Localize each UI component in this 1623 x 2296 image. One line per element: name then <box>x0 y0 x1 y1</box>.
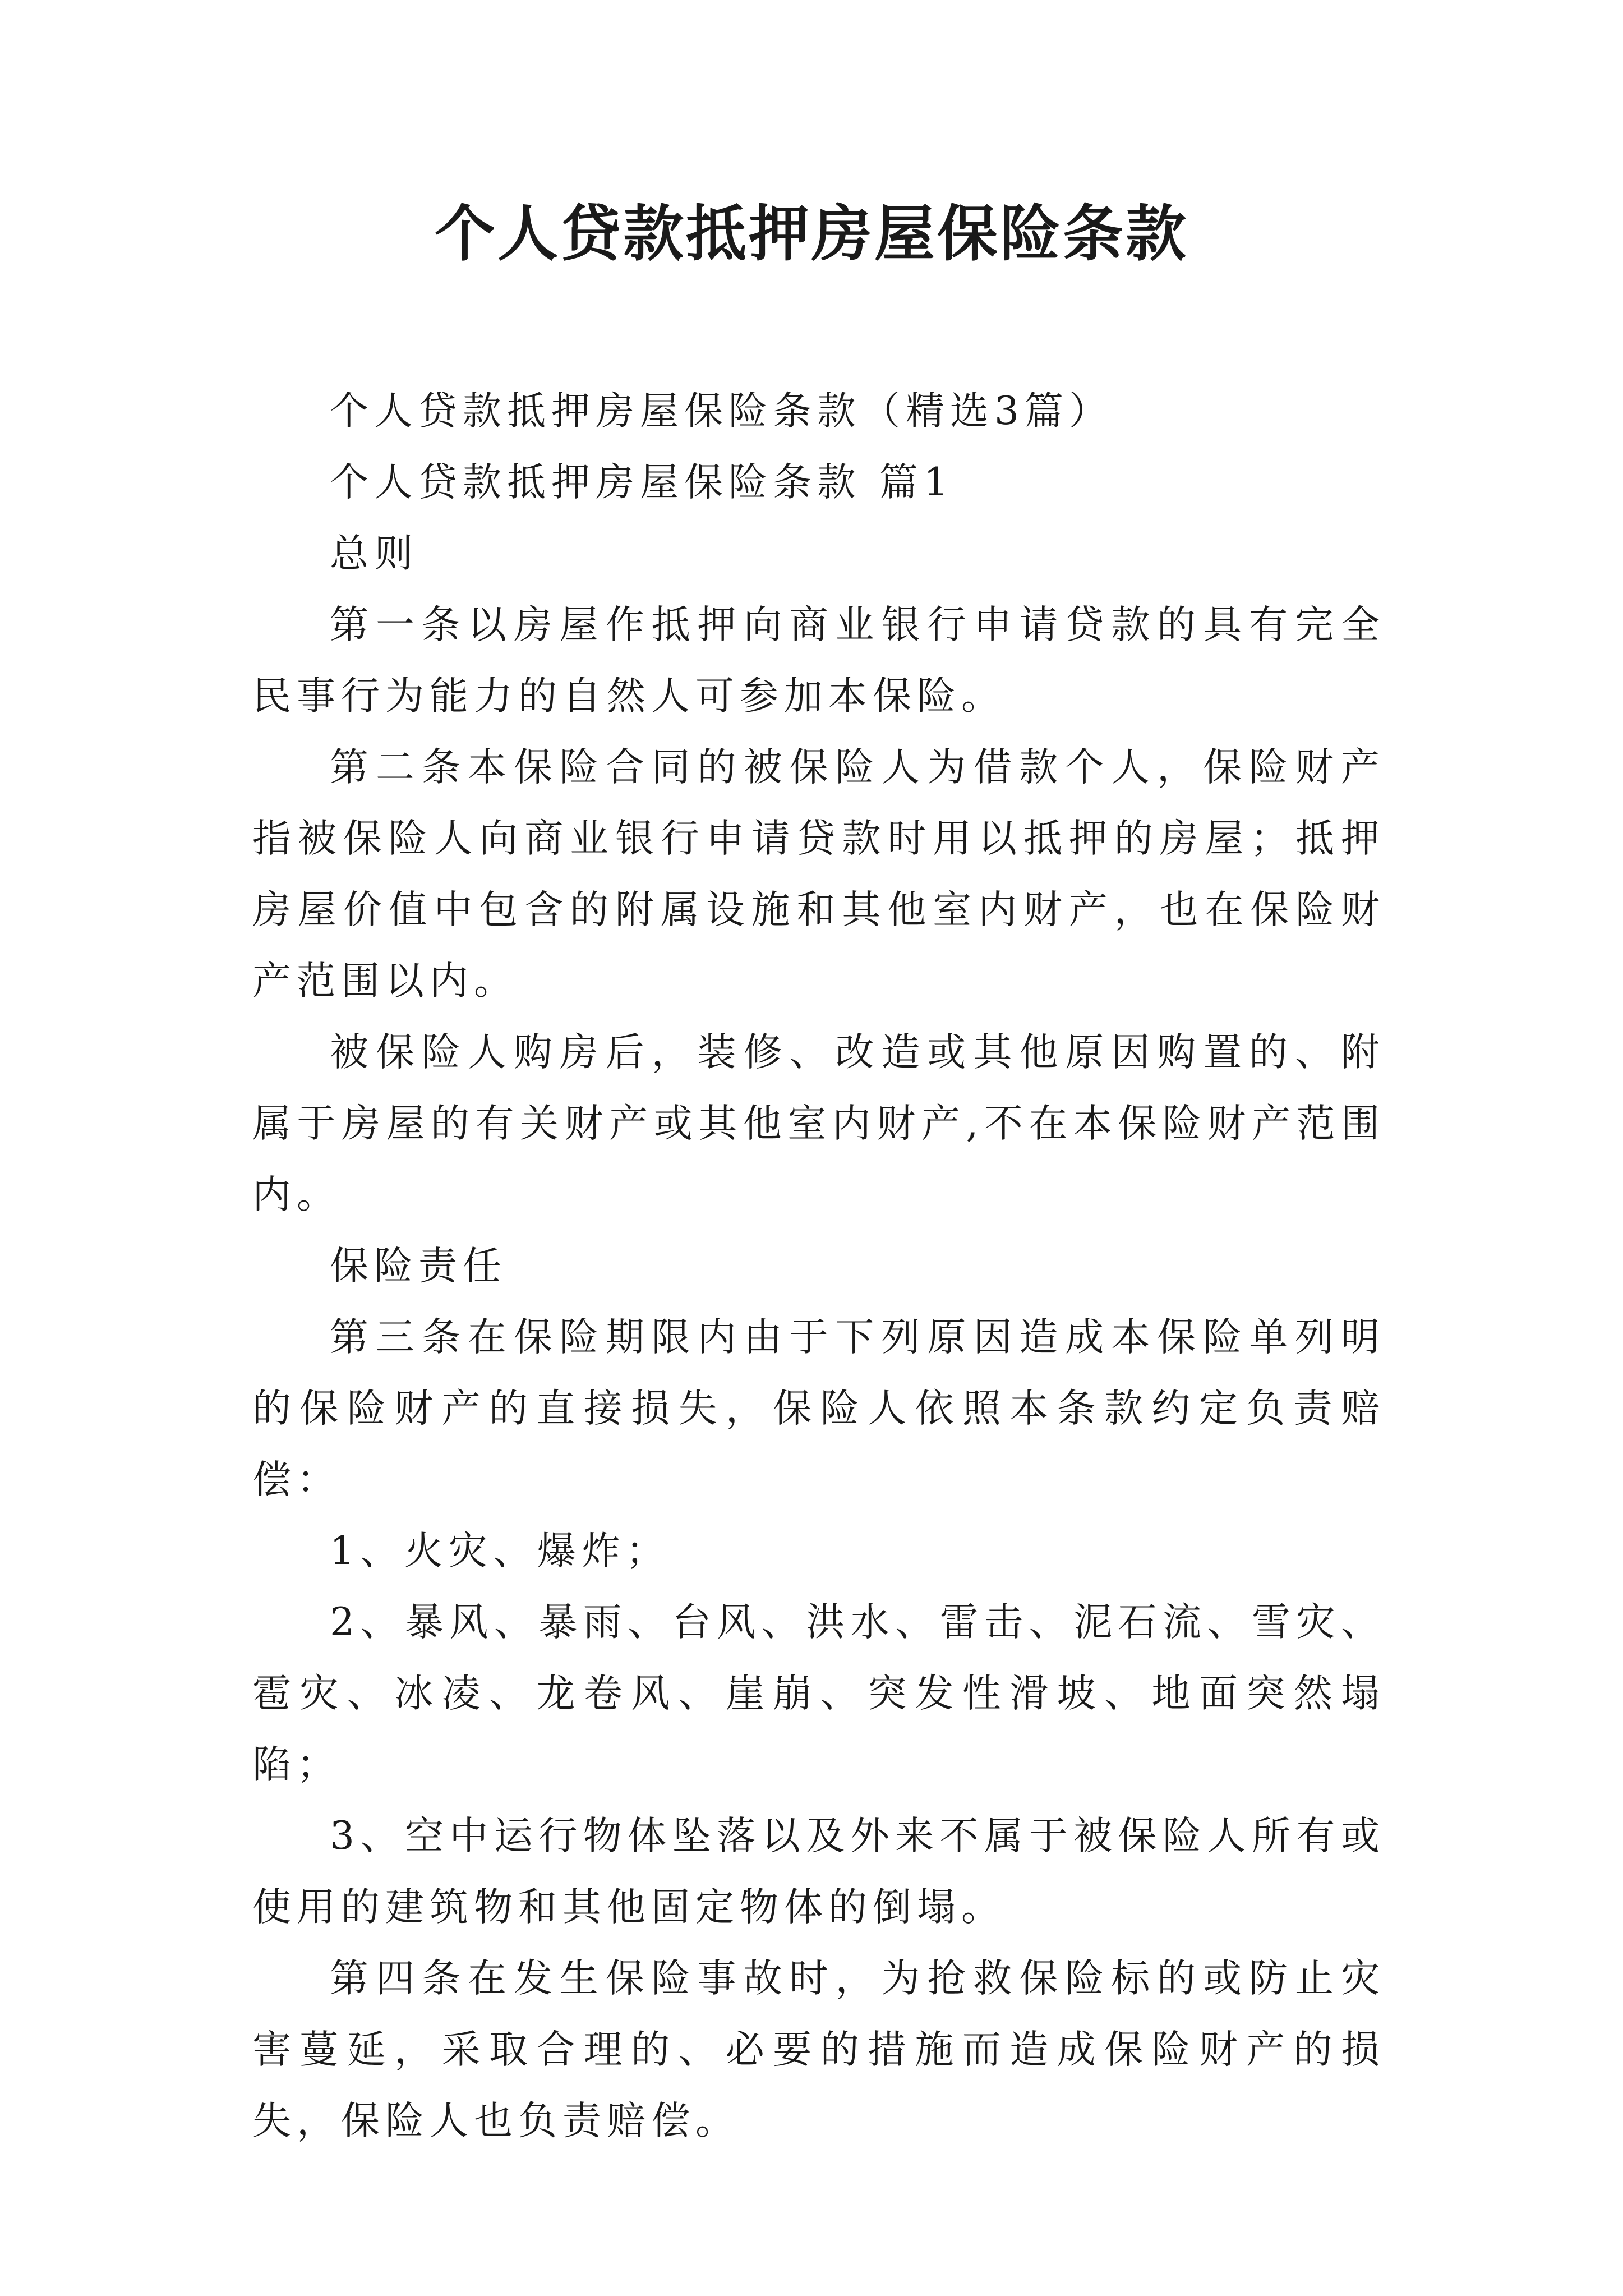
paragraph-article-3: 第三条在保险期限内由于下列原因造成本保险单列明的保险财产的直接损失，保险人依照本条款约定负责赔偿： <box>252 1315 1385 1502</box>
paragraph-liability-heading: 保险责任 <box>330 1244 507 1289</box>
paragraph-item-2: 2、暴风、暴雨、台风、洪水、雷击、泥石流、雪灾、雹灾、冰凌、龙卷风、崖崩、突发性滑坡、地面突然塌陷； <box>252 1600 1385 1787</box>
paragraph-item-3: 3、空中运行物体坠落以及外来不属于被保险人所有或使用的建筑物和其他固定物体的倒塌。 <box>252 1814 1385 1930</box>
paragraph-subtitle: 个人贷款抵押房屋保险条款（精选3篇） <box>330 389 1113 434</box>
paragraph-general-heading: 总则 <box>330 531 418 576</box>
paragraph-article-4: 第四条在发生保险事故时，为抢救保险标的或防止灾害蔓延，采取合理的、必要的措施而造成保险财产的损失，保险人也负责赔偿。 <box>252 1956 1385 2143</box>
paragraph-article-2: 第二条本保险合同的被保险人为借款个人，保险财产指被保险人向商业银行申请贷款时用以抵押的房屋；抵押房屋价值中包含的附属设施和其他室内财产，也在保险财产范围以内。 <box>252 745 1385 1004</box>
paragraph-item-1: 1、火灾、爆炸； <box>330 1529 670 1573</box>
paragraph-article-1: 第一条以房屋作抵押向商业银行申请贷款的具有完全民事行为能力的自然人可参加本保险。 <box>252 602 1385 719</box>
document-body <box>252 376 1385 2157</box>
document-title: 个人贷款抵押房屋保险条款 <box>434 199 1188 269</box>
paragraph-section-heading: 个人贷款抵押房屋保险条款 篇1 <box>330 460 954 505</box>
paragraph-exclusion: 被保险人购房后，装修、改造或其他原因购置的、附属于房屋的有关财产或其他室内财产,不在本保险财产范围内。 <box>252 1030 1385 1217</box>
